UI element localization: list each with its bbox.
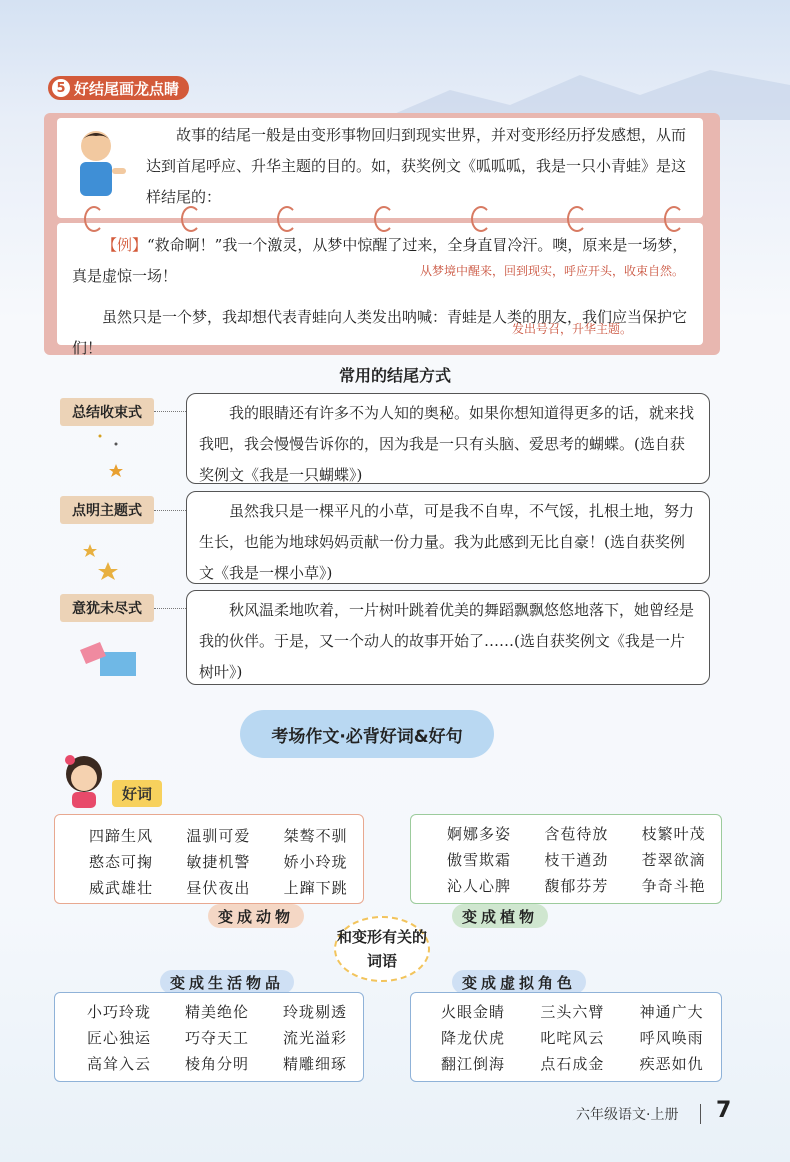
ring-icon [181,206,201,232]
word: 玲珑剔透 [283,1003,348,1021]
example-tag: 【例】 [102,236,148,254]
word: 三头六臂 [540,1003,605,1021]
ending-label-3: 意犹未尽式 [60,594,154,622]
section-banner: 考场作文·必背好词&好句 [240,710,494,758]
word: 敏捷机警 [186,853,251,871]
word: 呼风唤雨 [639,1029,704,1047]
word: 高耸入云 [87,1055,152,1073]
word: 沁人心脾 [447,877,512,895]
section-title [48,76,189,100]
ending-text-1: 我的眼睛还有许多不为人知的奥秘。如果你想知道得更多的话，就来找我吧，我会慢慢告诉你的，因为我是一只有头脑、爱思考的蝴蝶。(选自获奖例文《我是一只蝴蝶》) [199,404,695,484]
word: 桀骜不驯 [283,827,348,845]
category-object: 变成生活物品 [160,970,294,994]
ring-icon [664,206,684,232]
category-virtual: 变成虚拟角色 [452,970,586,994]
word: 棱角分明 [185,1055,250,1073]
ending-box-1 [186,393,710,484]
annotation-2: 发出号召，升华主题。 [512,322,633,336]
page-number: 7 [716,1098,732,1123]
girl-illustration [56,750,112,810]
endings-heading: 常用的结尾方式 [338,366,451,385]
connector-line [154,510,186,511]
good-words-label: 好词 [112,780,162,807]
word: 神通广大 [639,1003,704,1021]
word: 昼伏夜出 [186,879,251,897]
sparkle-icon [96,432,126,492]
word: 温驯可爱 [186,827,251,845]
section-number: 5 [52,79,70,97]
mountain-decoration [380,50,790,120]
connector-line [154,608,186,609]
word: 精美绝伦 [185,1003,250,1021]
plant-words [411,815,721,899]
connector-line [154,411,186,412]
example-text [72,230,702,364]
word: 降龙伏虎 [441,1029,506,1047]
gift-box-icon [76,640,140,680]
footer-divider [700,1104,701,1124]
example-para-2: 虽然只是一个梦，我却想代表青蛙向人类发出呐喊：青蛙是人类的朋友，我们应当保护它们！ [72,308,688,357]
category-plant: 变成植物 [452,904,548,928]
word: 枝干遒劲 [544,851,609,869]
word: 娇小玲珑 [283,853,348,871]
word: 匠心独运 [87,1029,152,1047]
word: 四蹄生风 [89,827,154,845]
ending-text-2: 虽然我只是一棵平凡的小草，可是我不自卑，不气馁，扎根土地，努力生长，也能为地球妈妈贡献一份力量。我为此感到无比自豪！(选自获奖例文《我是一棵小草》) [199,502,695,582]
annotation-1: 从梦境中醒来，回到现实，呼应开头，收束自然。 [420,264,685,278]
word: 婀娜多姿 [447,825,512,843]
word: 威武雄壮 [89,879,154,897]
word: 流光溢彩 [283,1029,348,1047]
word: 上蹿下跳 [283,879,348,897]
word: 精雕细琢 [283,1055,348,1073]
virtual-words-box [410,992,722,1082]
word: 馥郁芬芳 [544,877,609,895]
word: 点石成金 [540,1055,605,1073]
example-para-1: “救命啊！”我一个激灵，从梦中惊醒了过来，全身直冒冷汗。噢，原来是一场梦，真是虚惊一场！ [72,236,688,285]
ring-icon [471,206,491,232]
star-icon [82,542,122,582]
object-words [55,993,363,1077]
intro-paragraph: 故事的结尾一般是由变形事物回归到现实世界，并对变形经历抒发感想，从而达到首尾呼应、升华主题的目的。如，获奖例文《呱呱呱，我是一只小青蛙》是这样结尾的： [146,126,687,206]
book-title: 六年级语文·上册 [576,1107,679,1123]
center-topic: 和变形有关的词语 [334,916,430,982]
word: 争奇斗艳 [641,877,706,895]
ending-label-1: 总结收束式 [60,398,154,426]
ending-box-2 [186,491,710,584]
ring-icon [374,206,394,232]
section-title-text: 好结尾画龙点睛 [74,79,180,98]
ending-text-3: 秋风温柔地吹着，一片树叶跳着优美的舞蹈飘飘悠悠地落下，她曾经是我的伙伴。于是，又一个动人的故事开始了……(选自获奖例文《我是一片树叶》) [199,601,695,681]
ring-icon [567,206,587,232]
animal-words-box [54,814,364,904]
word: 火眼金睛 [441,1003,506,1021]
ending-box-3 [186,590,710,685]
virtual-words [411,993,721,1077]
word: 小巧玲珑 [87,1003,152,1021]
word: 叱咤风云 [540,1029,605,1047]
word: 翻江倒海 [441,1055,506,1073]
plant-words-box [410,814,722,904]
ring-icon [277,206,297,232]
object-words-box [54,992,364,1082]
animal-words [55,815,363,901]
word: 含苞待放 [544,825,609,843]
category-animal: 变成动物 [208,904,304,928]
ending-label-2: 点明主题式 [60,496,154,524]
word: 憨态可掬 [89,853,154,871]
ring-icon [84,206,104,232]
word: 疾恶如仇 [639,1055,704,1073]
word: 枝繁叶茂 [641,825,706,843]
word: 巧夺天工 [185,1029,250,1047]
word: 苍翠欲滴 [641,851,706,869]
boy-illustration [66,124,128,204]
word: 傲雪欺霜 [447,851,512,869]
